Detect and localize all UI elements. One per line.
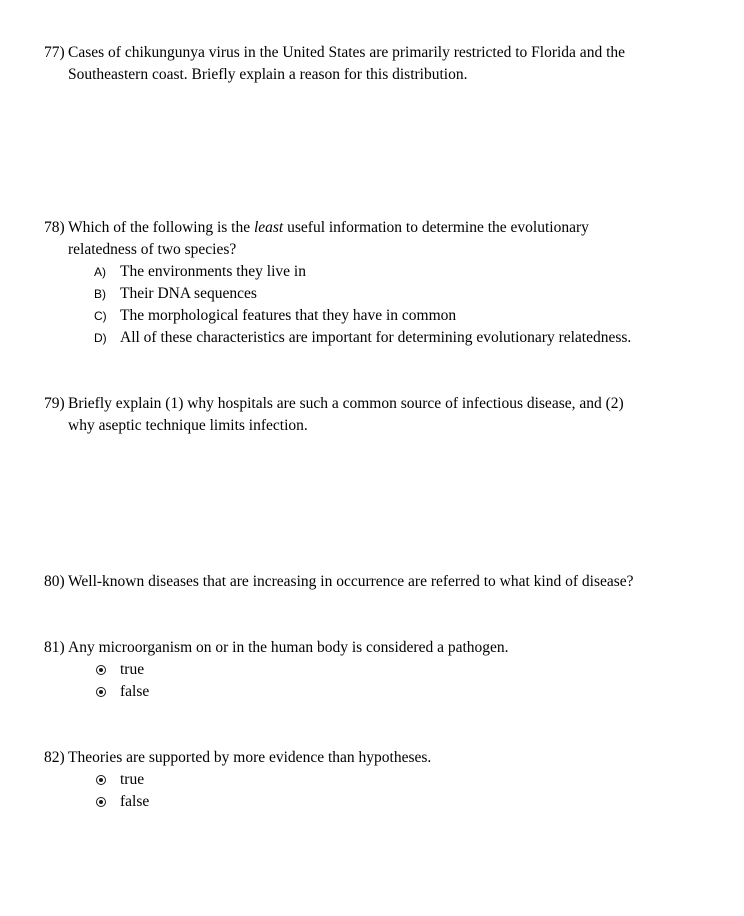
question-77: [44, 42, 704, 86]
option-letter: B): [94, 287, 106, 301]
question-body: [68, 637, 704, 703]
radio-button-icon[interactable]: [96, 665, 106, 675]
radio-button-icon[interactable]: [96, 797, 106, 807]
option-text: All of these characteristics are important for determining evolutionary relatedness.: [120, 329, 632, 346]
question-body: [68, 747, 704, 813]
question-78: [44, 217, 704, 349]
question-82: [44, 747, 704, 813]
answer-option-d: [68, 327, 704, 349]
question-text-line: Southeastern coast. Briefly explain a reason for this distribution.: [68, 66, 468, 83]
question-text-line: relatedness of two species?: [68, 241, 237, 258]
question-text-line: Cases of chikungunya virus in the United States are primarily restricted to Florida and the: [68, 44, 626, 61]
question-text-line: Any microorganism on or in the human body is considered a pathogen.: [68, 639, 509, 656]
question-number: 79): [44, 395, 65, 412]
question-number: 77): [44, 44, 65, 61]
false-option[interactable]: [68, 681, 704, 703]
true-option[interactable]: [68, 769, 704, 791]
question-text-line: why aseptic technique limits infection.: [68, 417, 308, 434]
option-text: Their DNA sequences: [120, 285, 257, 302]
question-body: [68, 42, 704, 86]
question-81: [44, 637, 704, 703]
question-body: [68, 217, 704, 349]
answer-option-c: [68, 305, 704, 327]
answer-options: [68, 261, 704, 349]
question-body: [68, 571, 704, 593]
option-text: The morphological features that they have in common: [120, 307, 457, 324]
answer-option-a: [68, 261, 704, 283]
question-number: 78): [44, 219, 65, 236]
radio-button-icon[interactable]: [96, 687, 106, 697]
question-text-line: Briefly explain (1) why hospitals are such a common source of infectious disease, and (2): [68, 395, 624, 412]
question-number: 80): [44, 573, 65, 590]
option-letter: A): [94, 265, 106, 279]
question-text-segment: Which of the following is the: [68, 219, 254, 236]
question-text-line: [68, 217, 704, 239]
question-text-line: Well-known diseases that are increasing in occurrence are referred to what kind of disease?: [68, 573, 634, 590]
true-option[interactable]: [68, 659, 704, 681]
question-body: [68, 393, 704, 437]
false-label: false: [120, 793, 150, 810]
italic-emphasis: least: [253, 219, 284, 236]
question-number: 82): [44, 749, 65, 766]
true-label: true: [120, 771, 145, 788]
radio-button-icon[interactable]: [96, 775, 106, 785]
option-text: The environments they live in: [120, 263, 306, 280]
question-text-segment: useful information to determine the evolutionary: [283, 219, 589, 236]
option-letter: D): [94, 331, 107, 345]
question-79: [44, 393, 704, 437]
question-80: [44, 571, 704, 593]
option-letter: C): [94, 309, 107, 323]
false-label: false: [120, 683, 150, 700]
true-label: true: [120, 661, 145, 678]
question-number: 81): [44, 639, 65, 656]
false-option[interactable]: [68, 791, 704, 813]
answer-option-b: [68, 283, 704, 305]
question-text-line: Theories are supported by more evidence than hypotheses.: [68, 749, 432, 766]
